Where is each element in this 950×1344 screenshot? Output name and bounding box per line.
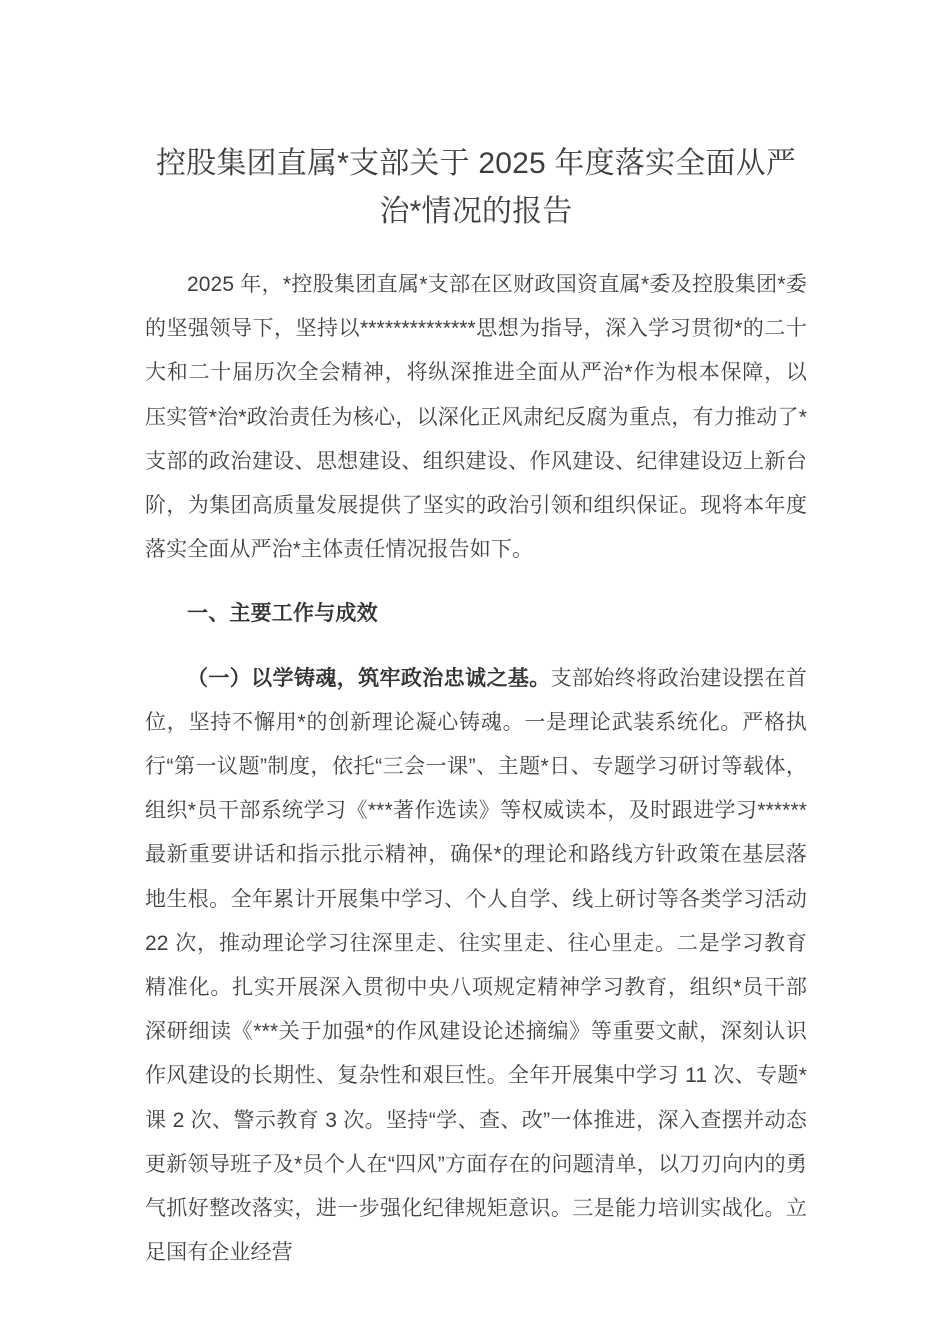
subsection-1-lead: （一）以学铸魂，筑牢政治忠诚之基。 (187, 666, 551, 690)
subsection-1-body: 支部始终将政治建设摆在首位，坚持不懈用*的创新理论凝心铸魂。一是理论武装系统化。严格执行“第一议题”制度，依托“三会一课”、主题*日、专题学习研讨等载体，组织*员干部系统学习《***著作选读》等权威读本，及时跟进学习******最新重要讲话和指示批示精神，确保*的理论和路线方针政策在基层落地生根。全年累计开展集中学习、个人自学、线上研讨等各类学习活动 22 次，推动理论学习往深里走、往实里走、往心里走。二是学习教育精准化。扎实开展深入贯彻中央八项规定精神学习教育，组织*员干部深研细读《***关于加强*的作风建设论述摘编》等重要文献，深刻认识作风建设的长期性、复杂性和艰巨性。全年开展集中学习 11 次、专题*课 2 次、警示教育 3 次。坚持“学、查、改”一体推进，深入查摆并动态更新领导班子及*员个人在“四风”方面存在的问题清单，以刀刃向内的勇气抓好整改落实，进一步强化纪律规矩意识。三是能力培训实战化。立足国有企业经营 (145, 666, 808, 1265)
subsection-1-paragraph (145, 657, 807, 1276)
page-title: 控股集团直属*支部关于 2025 年度落实全面从严治*情况的报告 (155, 147, 797, 228)
document-content (145, 0, 807, 1275)
intro-paragraph: 2025 年，*控股集团直属*支部在区财政国资直属*委及控股集团*委的坚强领导下，坚持以**************思想为指导，深入学习贯彻*的二十大和二十届历次全会精神，将纵深推进全面从严治*作为根本保障，以压实管*治*政治责任为核心，以深化正风肃纪反腐为重点，有力推动了*支部的政治建设、思想建设、组织建设、作风建设、纪律建设迈上新台阶，为集团高质量发展提供了坚实的政治引领和组织保证。现将本年度落实全面从严治*主体责任情况报告如下。 (145, 273, 807, 562)
section-heading-1: 一、主要工作与成效 (187, 602, 378, 626)
